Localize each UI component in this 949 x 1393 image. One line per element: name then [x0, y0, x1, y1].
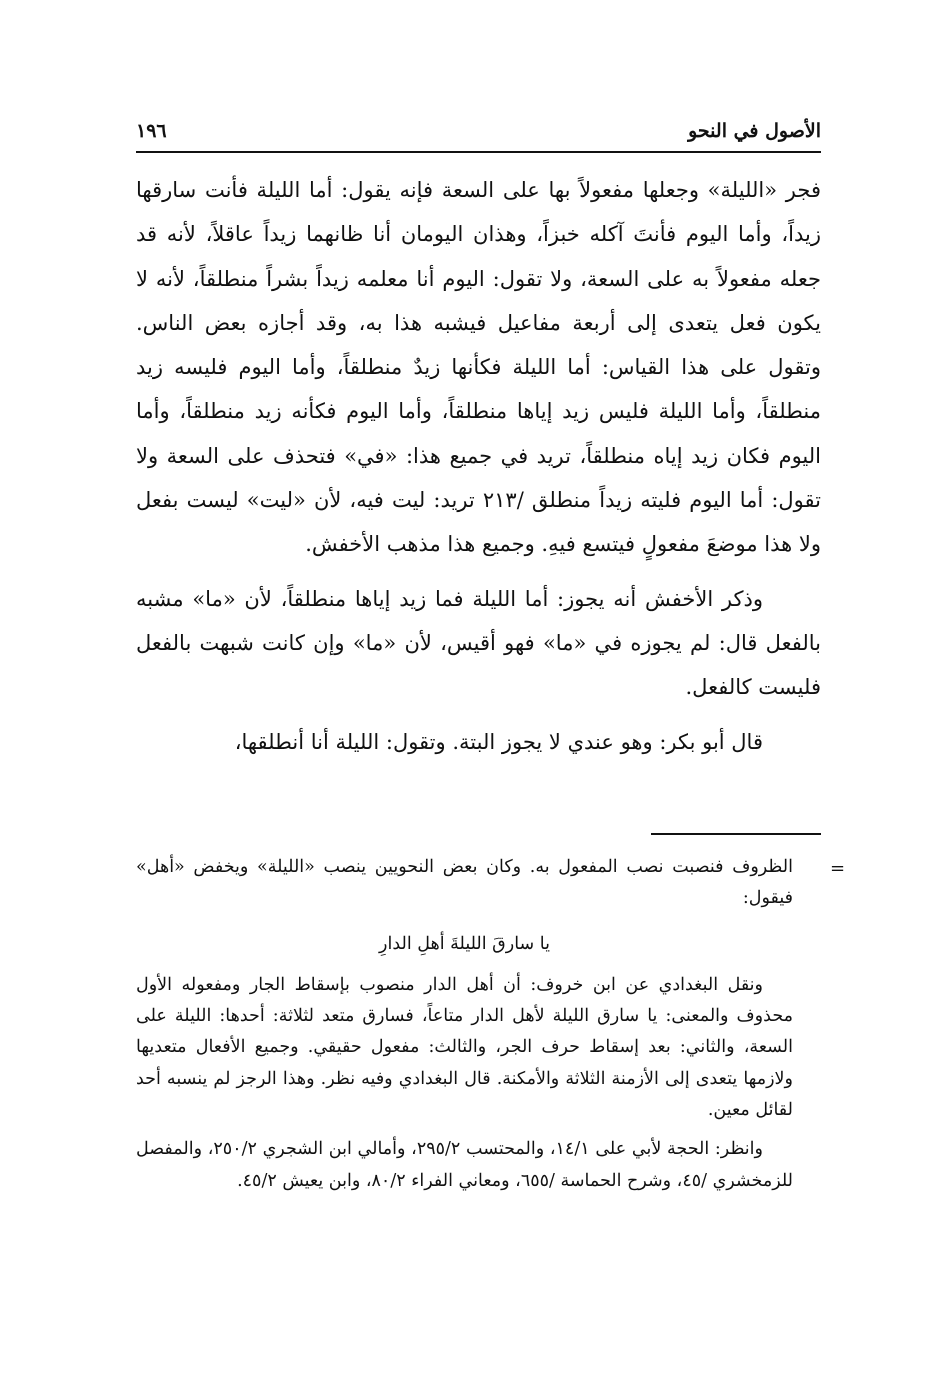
main-text [136, 168, 821, 764]
header-rule [136, 151, 821, 153]
footnotes [136, 852, 793, 1197]
paragraph-3: قال أبو بكر: وهو عندي لا يجوز البتة. وتقول: الليلة أنا أنطلقها، [234, 729, 763, 754]
book-title: الأصول في النحو [688, 120, 821, 142]
footnote-verse: يا سارقَ الليلةَ أهلِ الدارِ [379, 933, 550, 954]
footnote-references: وانظر: الحجة لأبي على ١٤/١، والمحتسب ٢٩٥/٢، وأمالي ابن الشجري ٢٥٠/٢، والمفصل للزمخشري /٤٥، وشرح الحماسة /٦٥٥، ومعاني الفراء ٨٠/٢، وابن يعيش ٤٥/٢. [136, 1139, 793, 1191]
footnote-paragraph-1: الظروف فنصبت نصب المفعول به. وكان بعض النحويين ينصب «الليلة» ويخفض «أهل» فيقول: [136, 857, 793, 909]
footnote-paragraph-2: ونقل البغدادي عن ابن خروف: أن أهل الدار منصوب بإسقاط الجار ومفعوله الأول محذوف والمعنى: يا سارق الليلة لأهل الدار متاعاً، فسارق متعد لثلاثة: أحدها: الليلة على السعة، والثاني: بعد إسقاط حرف الجر، والثالث: مفعول حقيقي. وجميع الأفعال متعديها ولازمها يتعدى إلى الأزمنة الثلاثة والأمكنة. قال البغدادي وفيه نظر. وهذا الرجز لم ينسبه أحد لقائل معين. [136, 974, 793, 1121]
running-header [136, 118, 821, 152]
paragraph-2: وذكر الأخفش أنه يجوز: أما الليلة فما زيد إياها منطلقاً، لأن «ما» مشبه بالفعل قال: لم يجوزه في «ما» فهو أقيس، لأن «ما» وإن كانت شبهت بالفعل فليست كالفعل. [136, 586, 821, 700]
footnote-separator [651, 833, 821, 835]
paragraph-1: فجر «الليلة» وجعلها مفعولاً بها على السعة فإنه يقول: أما الليلة فأنت سارقها زيداً، وأما اليوم فأنتَ آكله خبزاً، وهذان اليومان أنا ظانهما زيداً عاقلاً، لأنه قد جعله مفعولاً به على السعة، ولا تقول: اليوم أنا معلمه زيداً بشراً منطلقاً، لأنه لا يكون فعل يتعدى إلى أربعة مفاعيل فيشبه هذا به، وقد أجازه بعض الناس. وتقول على هذا القياس: أما الليلة فكأنها زيدٌ منطلقاً، وأما اليوم فليسه زيد منطلقاً، وأما الليلة فليس زيد إياها منطلقاً، وأما اليوم فكأنه زيد منطلقاً، وأما اليوم فكان زيد إياه منطلقاً، تريد في جميع هذا: «في» فتحذف على السعة ولا تقول: أما اليوم فليته زيداً منطلق /٢١٣ تريد: ليت فيه، لأن «ليت» ليست بفعل ولا هذا موضعَ مفعولٍ فيتسع فيهِ. وجميع هذا مذهب الأخفش. [136, 178, 821, 557]
page-number: ١٩٦ [136, 120, 167, 142]
footnote-continuation-marker: = [830, 858, 846, 879]
